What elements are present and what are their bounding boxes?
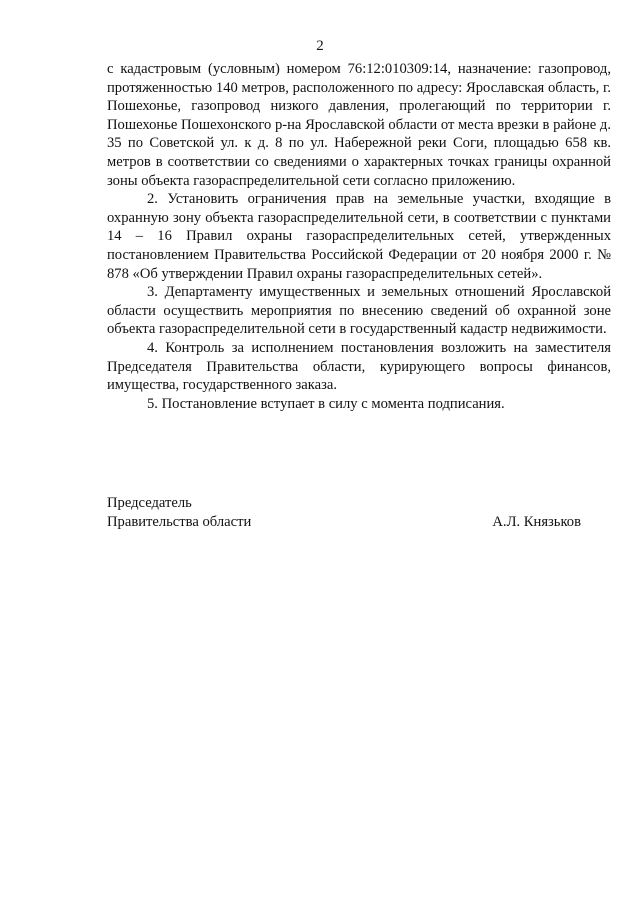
paragraph-item-3: 3. Департаменту имущественных и земельных отношений Ярославской области осуществить мероприятия по внесению сведений об охранной зоне объекта газораспределительной сети в государственный кадастр недвижимости. <box>107 284 611 338</box>
paragraph-continuation: с кадастровым (условным) номером 76:12:010309:14, назначение: газопровод, протяженностью 140 метров, расположенного по адресу: Ярославская область, г. Пошехонье, газопровод низкого давления, пролегающий по территории г. Пошехонье Пошехонского р-на Ярославской области от места врезки в районе д. 35 по Советской ул. к д. 8 по ул. Набережной реки Соги, площадью 658 кв. метров в соответствии со сведениями о характерных точках границы охранной зоны объекта газораспределительной сети согласно приложению. <box>107 61 611 189</box>
signatory-title-line1: Председатель <box>107 495 192 511</box>
signature-row <box>107 513 581 532</box>
paragraph-item-5: 5. Постановление вступает в силу с момента подписания. <box>147 395 505 412</box>
document-body <box>107 60 611 413</box>
signature-block <box>107 494 581 531</box>
signatory-title-line2: Правительства области <box>107 513 252 530</box>
paragraph-item-4: 4. Контроль за исполнением постановления возложить на заместителя Председателя Правительства области, курирующего вопросы финансов, имущества, государственного заказа. <box>107 339 611 394</box>
signatory-name: А.Л. Князьков <box>492 513 581 530</box>
paragraph-item-2: 2. Установить ограничения прав на земельные участки, входящие в охранную зону объекта газораспределительной сети, в соответствии с пунктами 14 – 16 Правил охраны газораспределительных сетей, утвержденных постановлением Правительства Российской Федерации от 20 ноября 2000 г. № 878 «Об утверждении Правил охраны газораспределительных сетей». <box>107 191 611 282</box>
page-number: 2 <box>316 38 324 54</box>
